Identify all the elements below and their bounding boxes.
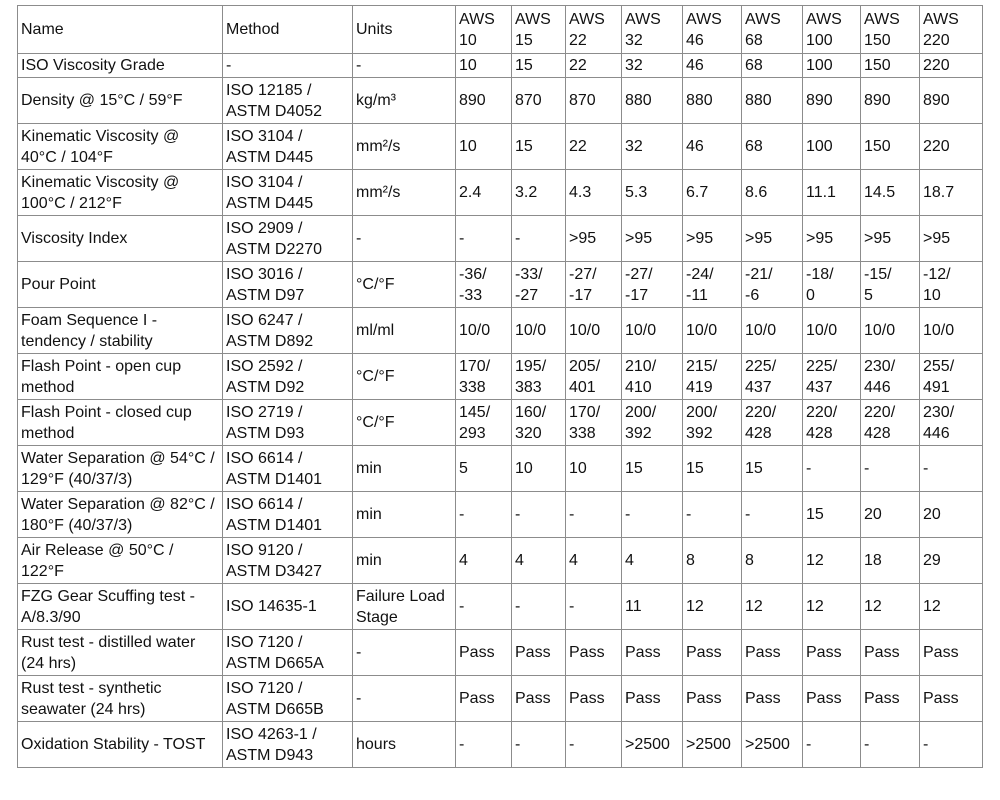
method-cell: ISO 12185 / ASTM D4052	[223, 78, 353, 124]
grade-value-cell: -	[803, 722, 861, 768]
grade-value-cell: Pass	[920, 630, 983, 676]
grade-value-cell: 220	[920, 54, 983, 78]
grade-value-cell: 46	[683, 54, 742, 78]
property-name-cell: ISO Viscosity Grade	[18, 54, 223, 78]
grade-value-cell: 5.3	[622, 170, 683, 216]
table-row	[18, 584, 983, 630]
grade-value-cell: 870	[566, 78, 622, 124]
grade-value-cell: 20	[920, 492, 983, 538]
column-header-grade: AWS 46	[683, 6, 742, 54]
column-header-grade: AWS 220	[920, 6, 983, 54]
method-cell: ISO 2909 / ASTM D2270	[223, 216, 353, 262]
grade-value-cell: 15	[622, 446, 683, 492]
grade-value-cell: 890	[920, 78, 983, 124]
property-name-cell: Rust test - synthetic seawater (24 hrs)	[18, 676, 223, 722]
grade-value-cell: 15	[512, 54, 566, 78]
units-cell: -	[353, 676, 456, 722]
grade-value-cell: 4.3	[566, 170, 622, 216]
grade-value-cell: 8	[742, 538, 803, 584]
property-name-cell: Water Separation @ 54°C / 129°F (40/37/3)	[18, 446, 223, 492]
grade-value-cell: >95	[742, 216, 803, 262]
units-cell: min	[353, 492, 456, 538]
grade-value-cell: -	[456, 492, 512, 538]
grade-value-cell: 10/0	[683, 308, 742, 354]
units-cell: °C/°F	[353, 354, 456, 400]
units-cell: -	[353, 54, 456, 78]
grade-value-cell: 10/0	[742, 308, 803, 354]
grade-value-cell: 220	[920, 124, 983, 170]
grade-value-cell: Pass	[622, 630, 683, 676]
units-cell: mm²/s	[353, 124, 456, 170]
method-cell: ISO 14635-1	[223, 584, 353, 630]
grade-value-cell: 10	[456, 54, 512, 78]
grade-value-cell: >95	[861, 216, 920, 262]
grade-value-cell: -	[566, 722, 622, 768]
units-cell: -	[353, 216, 456, 262]
grade-value-cell: -	[566, 584, 622, 630]
grade-value-cell: 15	[803, 492, 861, 538]
units-cell: min	[353, 446, 456, 492]
grade-value-cell: 10/0	[456, 308, 512, 354]
method-cell: ISO 7120 / ASTM D665A	[223, 630, 353, 676]
units-cell: °C/°F	[353, 400, 456, 446]
grade-value-cell: -24/ -11	[683, 262, 742, 308]
column-header-grade: AWS 32	[622, 6, 683, 54]
grade-value-cell: -27/ -17	[622, 262, 683, 308]
column-header-units: Units	[353, 6, 456, 54]
grade-value-cell: 11.1	[803, 170, 861, 216]
table-body	[18, 54, 983, 768]
grade-value-cell: -	[803, 446, 861, 492]
grade-value-cell: 68	[742, 124, 803, 170]
table-row	[18, 170, 983, 216]
spec-table	[17, 5, 983, 768]
grade-value-cell: 205/ 401	[566, 354, 622, 400]
grade-value-cell: -	[683, 492, 742, 538]
column-header-method: Method	[223, 6, 353, 54]
table-row	[18, 262, 983, 308]
column-header-grade: AWS 68	[742, 6, 803, 54]
units-cell: min	[353, 538, 456, 584]
grade-value-cell: 15	[683, 446, 742, 492]
grade-value-cell: 8	[683, 538, 742, 584]
grade-value-cell: 255/ 491	[920, 354, 983, 400]
grade-value-cell: Pass	[742, 630, 803, 676]
grade-value-cell: 10	[456, 124, 512, 170]
grade-value-cell: 32	[622, 124, 683, 170]
table-row	[18, 216, 983, 262]
grade-value-cell: 10	[512, 446, 566, 492]
method-cell: ISO 3104 / ASTM D445	[223, 170, 353, 216]
grade-value-cell: 12	[861, 584, 920, 630]
grade-value-cell: 870	[512, 78, 566, 124]
grade-value-cell: >95	[622, 216, 683, 262]
property-name-cell: Pour Point	[18, 262, 223, 308]
grade-value-cell: 10/0	[920, 308, 983, 354]
grade-value-cell: 14.5	[861, 170, 920, 216]
grade-value-cell: -	[742, 492, 803, 538]
property-name-cell: Air Release @ 50°C / 122°F	[18, 538, 223, 584]
grade-value-cell: -	[622, 492, 683, 538]
table-row	[18, 722, 983, 768]
grade-value-cell: 10/0	[861, 308, 920, 354]
grade-value-cell: 230/ 446	[861, 354, 920, 400]
grade-value-cell: 4	[622, 538, 683, 584]
grade-value-cell: -	[861, 722, 920, 768]
grade-value-cell: 22	[566, 54, 622, 78]
property-name-cell: Kinematic Viscosity @ 100°C / 212°F	[18, 170, 223, 216]
grade-value-cell: 220/ 428	[803, 400, 861, 446]
grade-value-cell: Pass	[861, 630, 920, 676]
grade-value-cell: 2.4	[456, 170, 512, 216]
grade-value-cell: 195/ 383	[512, 354, 566, 400]
property-name-cell: Rust test - distilled water (24 hrs)	[18, 630, 223, 676]
grade-value-cell: 18	[861, 538, 920, 584]
grade-value-cell: 10/0	[803, 308, 861, 354]
column-header-grade: AWS 10	[456, 6, 512, 54]
column-header-name: Name	[18, 6, 223, 54]
grade-value-cell: 225/ 437	[742, 354, 803, 400]
grade-value-cell: -	[512, 216, 566, 262]
grade-value-cell: 170/ 338	[456, 354, 512, 400]
grade-value-cell: 8.6	[742, 170, 803, 216]
grade-value-cell: 12	[803, 538, 861, 584]
grade-value-cell: 4	[456, 538, 512, 584]
property-name-cell: Density @ 15°C / 59°F	[18, 78, 223, 124]
column-header-grade: AWS 22	[566, 6, 622, 54]
grade-value-cell: 46	[683, 124, 742, 170]
property-name-cell: Flash Point - closed cup method	[18, 400, 223, 446]
grade-value-cell: 170/ 338	[566, 400, 622, 446]
units-cell: kg/m³	[353, 78, 456, 124]
property-name-cell: Flash Point - open cup method	[18, 354, 223, 400]
grade-value-cell: -15/ 5	[861, 262, 920, 308]
grade-value-cell: 3.2	[512, 170, 566, 216]
grade-value-cell: >2500	[622, 722, 683, 768]
grade-value-cell: 100	[803, 124, 861, 170]
grade-value-cell: 215/ 419	[683, 354, 742, 400]
table-row	[18, 538, 983, 584]
method-cell: ISO 4263-1 / ASTM D943	[223, 722, 353, 768]
grade-value-cell: -	[456, 722, 512, 768]
table-row	[18, 308, 983, 354]
table-row	[18, 446, 983, 492]
grade-value-cell: 32	[622, 54, 683, 78]
grade-value-cell: Pass	[803, 676, 861, 722]
grade-value-cell: 880	[622, 78, 683, 124]
property-name-cell: Oxidation Stability - TOST	[18, 722, 223, 768]
table-row	[18, 78, 983, 124]
grade-value-cell: -18/ 0	[803, 262, 861, 308]
table-row	[18, 676, 983, 722]
grade-value-cell: -12/ 10	[920, 262, 983, 308]
grade-value-cell: Pass	[566, 676, 622, 722]
method-cell: ISO 2592 / ASTM D92	[223, 354, 353, 400]
grade-value-cell: >95	[566, 216, 622, 262]
table-row	[18, 124, 983, 170]
grade-value-cell: 200/ 392	[622, 400, 683, 446]
method-cell: ISO 6614 / ASTM D1401	[223, 446, 353, 492]
grade-value-cell: 4	[512, 538, 566, 584]
property-name-cell: Water Separation @ 82°C / 180°F (40/37/3)	[18, 492, 223, 538]
method-cell: ISO 9120 / ASTM D3427	[223, 538, 353, 584]
grade-value-cell: 5	[456, 446, 512, 492]
units-cell: -	[353, 630, 456, 676]
grade-value-cell: 890	[456, 78, 512, 124]
method-cell: ISO 3104 / ASTM D445	[223, 124, 353, 170]
grade-value-cell: -33/ -27	[512, 262, 566, 308]
grade-value-cell: 225/ 437	[803, 354, 861, 400]
method-cell: ISO 2719 / ASTM D93	[223, 400, 353, 446]
grade-value-cell: Pass	[512, 676, 566, 722]
grade-value-cell: 15	[742, 446, 803, 492]
grade-value-cell: -21/ -6	[742, 262, 803, 308]
grade-value-cell: -	[861, 446, 920, 492]
grade-value-cell: 12	[742, 584, 803, 630]
grade-value-cell: >2500	[742, 722, 803, 768]
grade-value-cell: -	[920, 722, 983, 768]
grade-value-cell: -	[512, 584, 566, 630]
grade-value-cell: >95	[683, 216, 742, 262]
grade-value-cell: 4	[566, 538, 622, 584]
property-name-cell: Foam Sequence I - tendency / stability	[18, 308, 223, 354]
grade-value-cell: Pass	[920, 676, 983, 722]
grade-value-cell: 210/ 410	[622, 354, 683, 400]
table-row	[18, 354, 983, 400]
grade-value-cell: -36/ -33	[456, 262, 512, 308]
grade-value-cell: 18.7	[920, 170, 983, 216]
units-cell: Failure Load Stage	[353, 584, 456, 630]
grade-value-cell: 160/ 320	[512, 400, 566, 446]
grade-value-cell: Pass	[456, 676, 512, 722]
grade-value-cell: 880	[742, 78, 803, 124]
grade-value-cell: Pass	[683, 676, 742, 722]
grade-value-cell: 145/ 293	[456, 400, 512, 446]
table-row	[18, 492, 983, 538]
units-cell: ml/ml	[353, 308, 456, 354]
method-cell: ISO 6614 / ASTM D1401	[223, 492, 353, 538]
grade-value-cell: -27/ -17	[566, 262, 622, 308]
grade-value-cell: Pass	[456, 630, 512, 676]
grade-value-cell: 11	[622, 584, 683, 630]
grade-value-cell: 15	[512, 124, 566, 170]
grade-value-cell: 10/0	[566, 308, 622, 354]
grade-value-cell: -	[456, 584, 512, 630]
grade-value-cell: 890	[861, 78, 920, 124]
grade-value-cell: Pass	[742, 676, 803, 722]
method-cell: ISO 3016 / ASTM D97	[223, 262, 353, 308]
grade-value-cell: 20	[861, 492, 920, 538]
grade-value-cell: 22	[566, 124, 622, 170]
method-cell: -	[223, 54, 353, 78]
grade-value-cell: 12	[683, 584, 742, 630]
table-row	[18, 54, 983, 78]
grade-value-cell: Pass	[566, 630, 622, 676]
grade-value-cell: Pass	[622, 676, 683, 722]
grade-value-cell: Pass	[512, 630, 566, 676]
grade-value-cell: 220/ 428	[742, 400, 803, 446]
grade-value-cell: >2500	[683, 722, 742, 768]
grade-value-cell: 6.7	[683, 170, 742, 216]
method-cell: ISO 7120 / ASTM D665B	[223, 676, 353, 722]
grade-value-cell: 890	[803, 78, 861, 124]
table-row	[18, 630, 983, 676]
column-header-grade: AWS 100	[803, 6, 861, 54]
grade-value-cell: 10	[566, 446, 622, 492]
grade-value-cell: 10/0	[512, 308, 566, 354]
grade-value-cell: Pass	[683, 630, 742, 676]
grade-value-cell: 10/0	[622, 308, 683, 354]
units-cell: hours	[353, 722, 456, 768]
column-header-grade: AWS 150	[861, 6, 920, 54]
grade-value-cell: 150	[861, 124, 920, 170]
property-name-cell: FZG Gear Scuffing test - A/8.3/90	[18, 584, 223, 630]
grade-value-cell: -	[920, 446, 983, 492]
grade-value-cell: -	[512, 492, 566, 538]
grade-value-cell: 29	[920, 538, 983, 584]
method-cell: ISO 6247 / ASTM D892	[223, 308, 353, 354]
grade-value-cell: >95	[920, 216, 983, 262]
grade-value-cell: -	[456, 216, 512, 262]
grade-value-cell: 200/ 392	[683, 400, 742, 446]
grade-value-cell: 880	[683, 78, 742, 124]
units-cell: mm²/s	[353, 170, 456, 216]
property-name-cell: Viscosity Index	[18, 216, 223, 262]
table-row	[18, 400, 983, 446]
grade-value-cell: 12	[803, 584, 861, 630]
grade-value-cell: Pass	[803, 630, 861, 676]
grade-value-cell: 220/ 428	[861, 400, 920, 446]
property-name-cell: Kinematic Viscosity @ 40°C / 104°F	[18, 124, 223, 170]
column-header-grade: AWS 15	[512, 6, 566, 54]
grade-value-cell: 230/ 446	[920, 400, 983, 446]
grade-value-cell: 12	[920, 584, 983, 630]
grade-value-cell: Pass	[861, 676, 920, 722]
table-header-row	[18, 6, 983, 54]
grade-value-cell: 68	[742, 54, 803, 78]
grade-value-cell: -	[512, 722, 566, 768]
grade-value-cell: 150	[861, 54, 920, 78]
grade-value-cell: >95	[803, 216, 861, 262]
units-cell: °C/°F	[353, 262, 456, 308]
grade-value-cell: -	[566, 492, 622, 538]
grade-value-cell: 100	[803, 54, 861, 78]
